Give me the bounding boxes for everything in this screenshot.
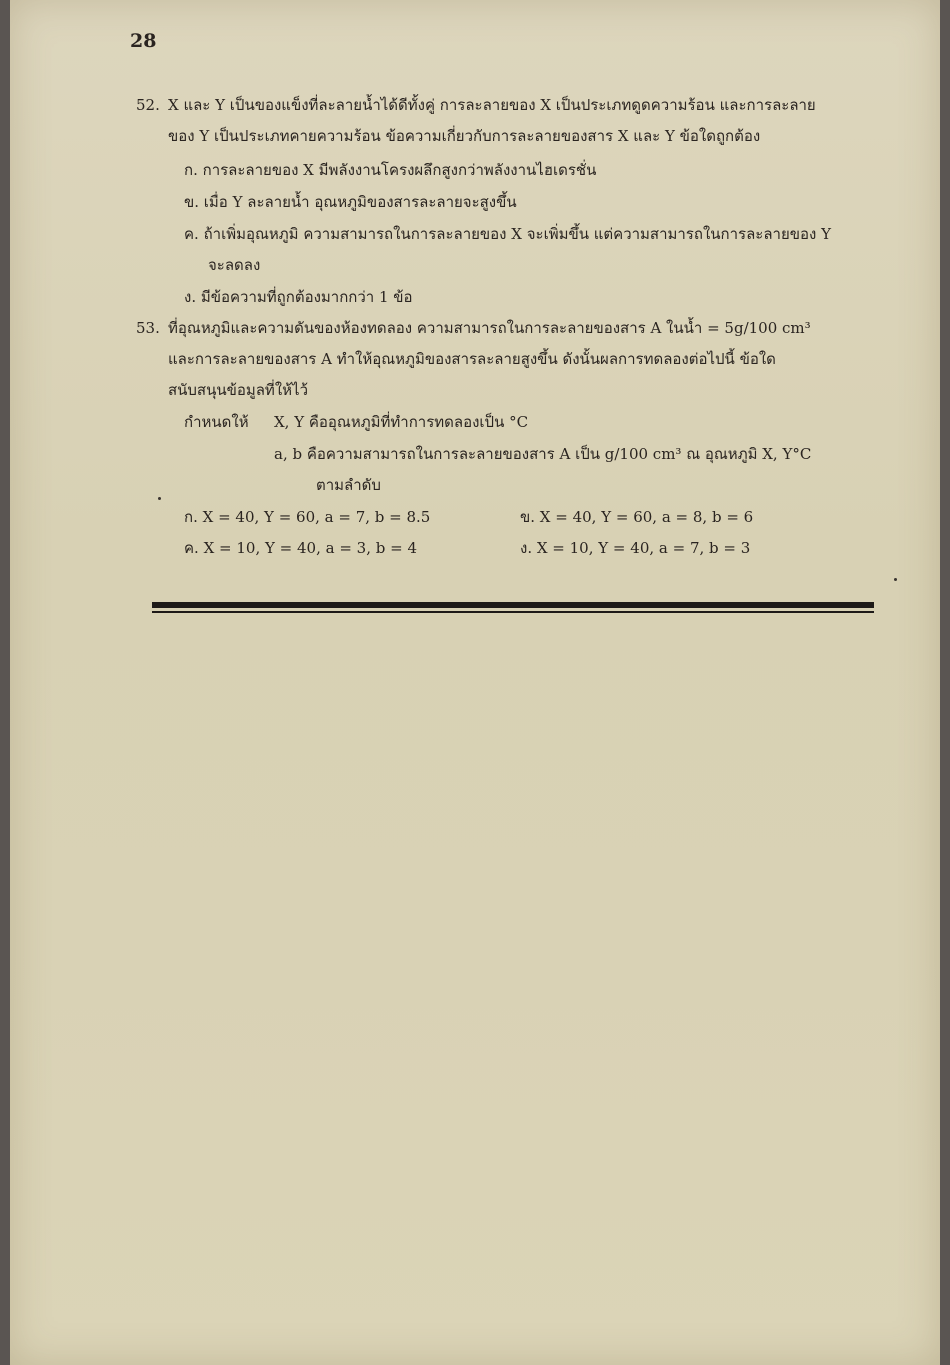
choice-d: ง. X = 10, Y = 40, a = 7, b = 3	[520, 539, 751, 557]
section-divider-thick	[152, 602, 874, 608]
choice-c-continuation: จะลดลง	[208, 256, 261, 274]
given-definition-xy: X, Y คืออุณหภูมิที่ทำการทดลองเป็น °C	[274, 413, 529, 431]
section-divider-thin	[152, 611, 874, 613]
question-stem-line: ที่อุณหภูมิและความดันของห้องทดลอง ความสามารถในการละลายของสาร A ในน้ำ = 5g/100 cm³	[168, 319, 811, 337]
choice-b: ข. เมื่อ Y ละลายน้ำ อุณหภูมิของสารละลายจะสูงขึ้น	[184, 193, 517, 211]
choice-c: ค. ถ้าเพิ่มอุณหภูมิ ความสามารถในการละลายของ X จะเพิ่มขึ้น แต่ความสามารถในการละลายของ Y	[184, 225, 831, 243]
question-number: 53.	[136, 319, 160, 337]
choice-d: ง. มีข้อความที่ถูกต้องมากกว่า 1 ข้อ	[184, 288, 413, 306]
ink-speck	[894, 578, 897, 581]
choice-b: ข. X = 40, Y = 60, a = 8, b = 6	[520, 508, 754, 526]
choice-a: ก. การละลายของ X มีพลังงานโครงผลึกสูงกว่าพลังงานไฮเดรชั่น	[184, 161, 597, 179]
given-label: กำหนดให้	[184, 413, 249, 431]
question-stem-line: และการละลายของสาร A ทำให้อุณหภูมิของสารละลายสูงขึ้น ดังนั้นผลการทดลองต่อไปนี้ ข้อใด	[168, 350, 776, 368]
question-stem-line: สนับสนุนข้อมูลที่ให้ไว้	[168, 381, 309, 399]
choice-c: ค. X = 10, Y = 40, a = 3, b = 4	[184, 539, 417, 557]
ink-speck	[158, 497, 161, 500]
question-53	[136, 313, 896, 563]
given-definition-ab: a, b คือความสามารถในการละลายของสาร A เป็น g/100 cm³ ณ อุณหภูมิ X, Y°C	[274, 445, 812, 463]
question-52	[136, 90, 896, 320]
question-stem-line: ของ Y เป็นประเภทคายความร้อน ข้อความเกี่ยวกับการละลายของสาร X และ Y ข้อใดถูกต้อง	[168, 127, 761, 145]
given-definition-ab-continuation: ตามลำดับ	[316, 476, 381, 494]
choice-a: ก. X = 40, Y = 60, a = 7, b = 8.5	[184, 508, 431, 526]
question-number: 52.	[136, 96, 160, 114]
document-page	[10, 0, 940, 1365]
page-number: 28	[130, 30, 157, 52]
question-stem-line: X และ Y เป็นของแข็งที่ละลายน้ำได้ดีทั้งคู่ การละลายของ X เป็นประเภทดูดความร้อน และการละลาย	[168, 96, 816, 114]
